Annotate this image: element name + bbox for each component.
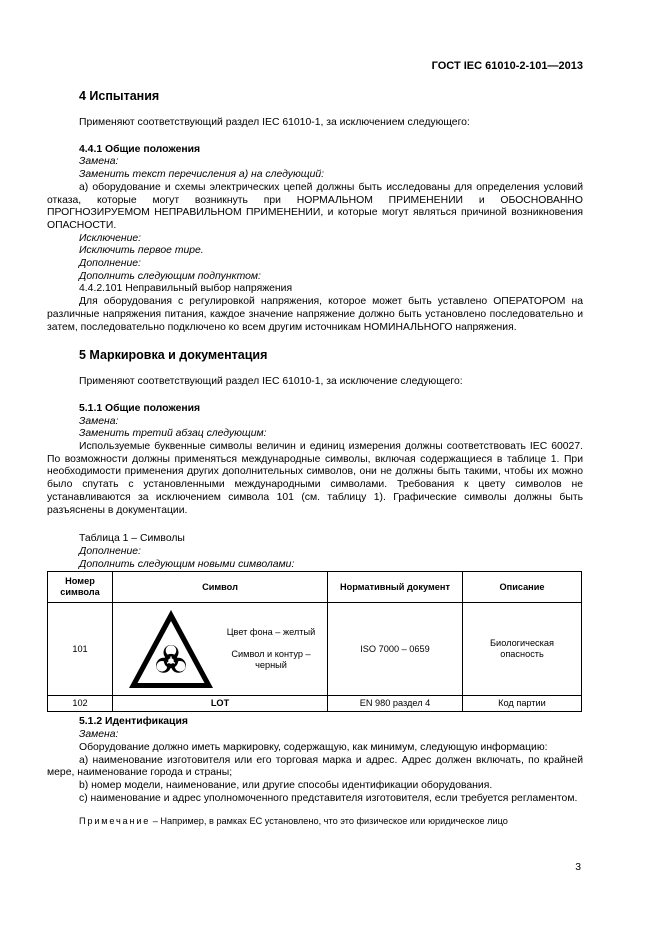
note-label: Примечание [79, 816, 151, 827]
exclusion-label: Исключение: [79, 232, 142, 244]
symbol-contour-note: Символ и контур – черный [231, 648, 311, 671]
cell-symbol-number: 101 [48, 603, 113, 696]
header-normative-document: Нормативный документ [328, 572, 463, 603]
addition-instruction: Дополнить следующим подпунктом: [79, 270, 261, 282]
symbol-color-notes [225, 627, 317, 672]
clause-4-4-1-title: 4.4.1 Общие положения [79, 143, 201, 155]
cell-normative-document: ISO 7000 – 0659 [328, 603, 463, 696]
clause-5-1-1-title: 5.1.1 Общие положения [79, 402, 201, 414]
biohazard-warning-icon [127, 608, 215, 690]
section-5-title: 5 Маркировка и документация [79, 348, 268, 363]
replacement-instruction-5-1-1: Заменить третий абзац следующим: [79, 428, 267, 440]
header-symbol: Символ [113, 572, 328, 603]
subclause-4-4-2-101-title: 4.4.2.101 Неправильный выбор напряжения [79, 283, 293, 295]
cell-symbol-number: 102 [48, 696, 113, 712]
replacement-label: Замена: [79, 156, 119, 168]
page-content [47, 89, 583, 828]
identification-item-c: с) наименование и адрес уполномоченного представителя изготовителя, если требуется регламентом. [79, 792, 578, 804]
replacement-label-5-1-1: Замена: [79, 415, 119, 427]
symbols-table [47, 571, 582, 712]
addition-label: Дополнение: [79, 258, 141, 270]
identification-intro: Оборудование должно иметь маркировку, содержащую, как минимум, следующую информацию: [79, 741, 548, 753]
exclusion-instruction: Исключить первое тире. [79, 245, 204, 257]
cell-symbol-lot: LOT [113, 696, 328, 712]
section-4-intro: Применяют соответствующий раздел IEC 61010-1, за исключением следующего: [79, 117, 470, 128]
section-5-intro: Применяют соответствующий раздел IEC 61010-1, за исключение следующего: [79, 376, 463, 388]
table-row [48, 603, 582, 696]
replacement-instruction: Заменить текст перечисления а) на следующий: [79, 169, 325, 181]
cell-normative-document: EN 980 раздел 4 [328, 696, 463, 712]
note-text: – Например, в рамках ЕС установлено, что это физическое или юридическое лицо [150, 816, 508, 827]
cell-symbol [113, 603, 328, 696]
table-addition-label: Дополнение: [79, 545, 141, 557]
note-paragraph [47, 815, 583, 828]
cell-description [463, 603, 582, 696]
header-description: Описание [463, 572, 582, 603]
description-text: Биологическая опасность [490, 637, 554, 660]
symbol-background-note: Цвет фона – желтый [226, 627, 316, 638]
section-4-title: 4 Испытания [79, 89, 160, 103]
identification-item-b: b) номер модели, наименование, или другие способы идентификации оборудования. [79, 779, 493, 791]
clause-5-1-1-paragraph: Используемые буквенные символы величин и единиц измерения должны соответствовать IEC 60027. По возможности должны применяться международные символы, включая содержащиеся в таблице 1. При необходимости применения других дополнительных символов, они не должны быть такими, чтобы их можно было спутать с установленными международными символами. Требования к цвету символов не устанавливаются за исключением символа 101 (см. таблицу 1). Графические символы должны быть разъяснены в документации. [47, 441, 583, 516]
table-header-row [48, 572, 582, 603]
table-addition-instruction: Дополнить следующим новыми символами: [79, 558, 295, 570]
subclause-4-4-2-101-text: Для оборудования с регулировкой напряжения, которое может быть уставлено ОПЕРАТОРОМ на различные напряжения питания, каждое значение напряжение должно быть установлено последовательно и затем, последовательно подключено ко всем другим источникам НОМИНАЛЬНОГО напряжения. [47, 296, 583, 333]
clause-5-1-2-title: 5.1.2 Идентификация [79, 716, 188, 728]
item-a-text: а) оборудование и схемы электрических цепей должны быть исследованы для определения условий отказа, которые могут возникнуть при НОРМАЛЬНОМ ПРИМЕНЕНИИ и ОБОСНОВАННО ПРОГНОЗИРУЕМОМ НЕПРАВИЛЬНОМ ПРИМЕНЕНИИ, и которые могут являться причиной возникновения ОПАСНОСТИ. [47, 181, 583, 231]
document-code-header: ГОСТ IEC 61010-2-101—2013 [431, 60, 583, 72]
table-caption: Таблица 1 – Символы [79, 533, 185, 545]
table-row [48, 696, 582, 712]
replacement-label-5-1-2: Замена: [79, 729, 119, 741]
identification-item-a: а) наименование изготовителя или его торговая марка и адрес. Адрес должен включать, по крайней мере, наименование города и страны; [47, 754, 583, 779]
page-number: 3 [575, 862, 581, 873]
header-symbol-number: Номер символа [48, 572, 113, 603]
cell-description: Код партии [463, 696, 582, 712]
